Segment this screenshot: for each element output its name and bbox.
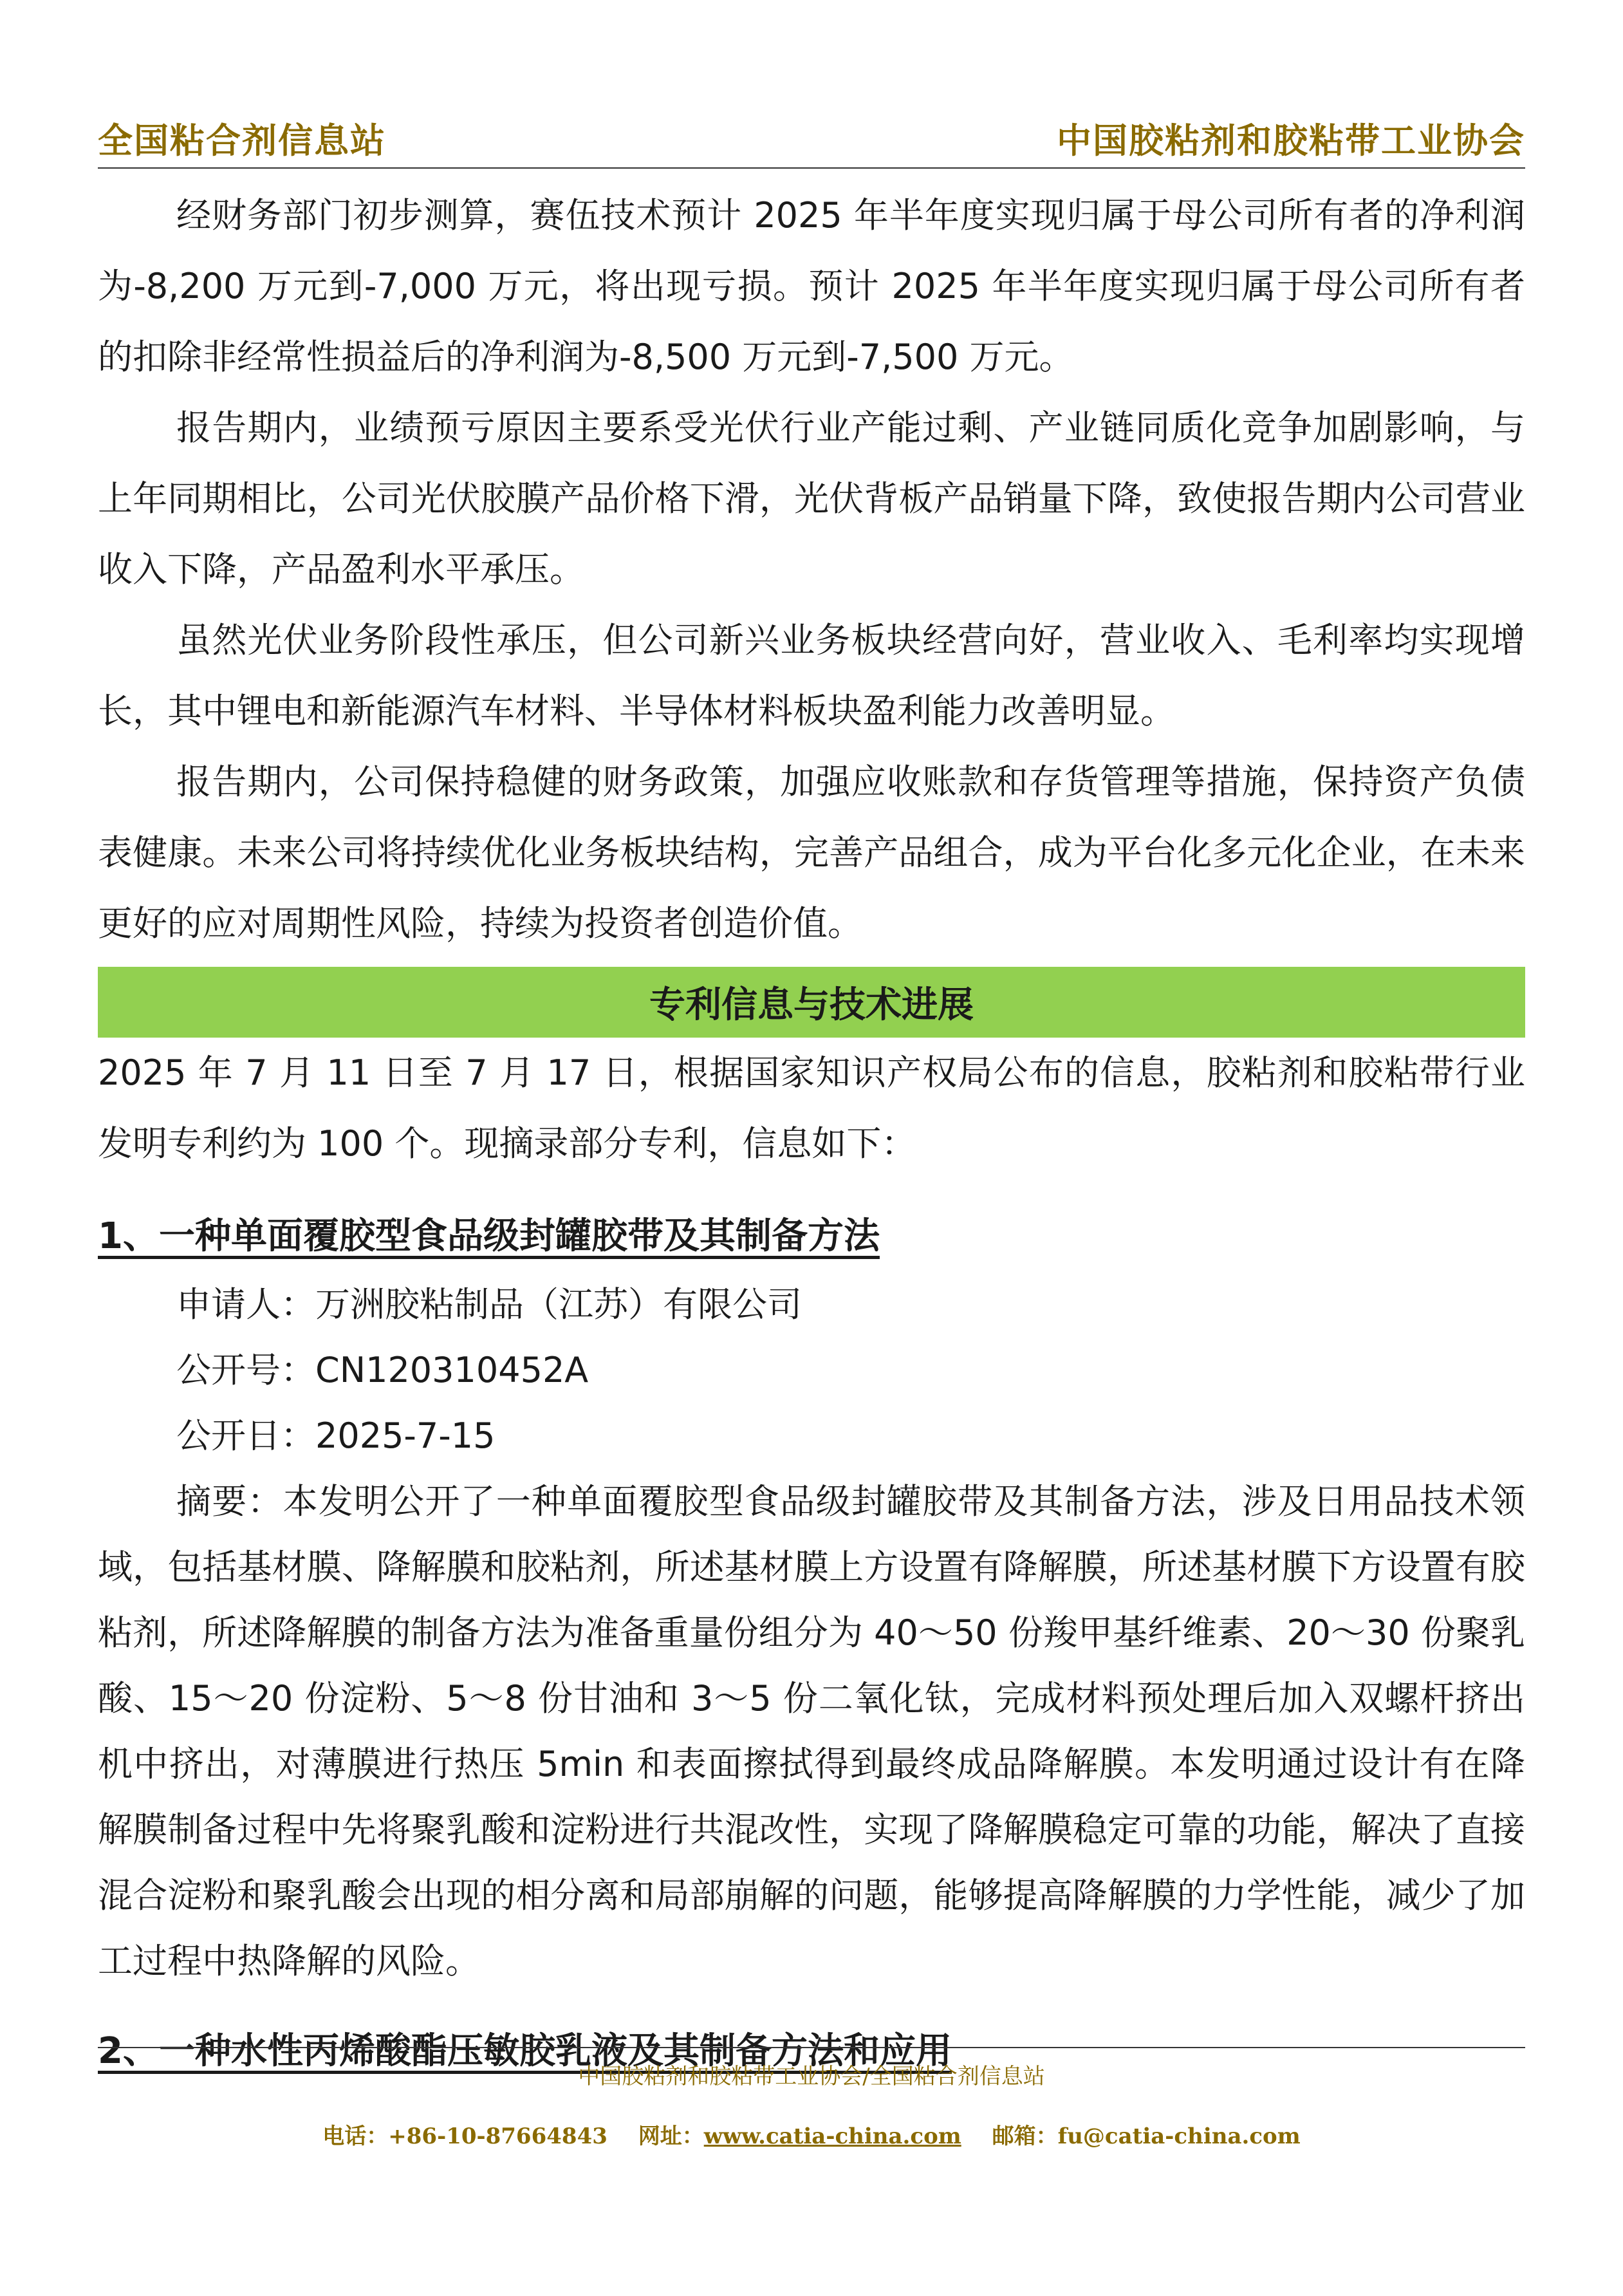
- footer-email: 邮箱：fu@catia-china.com: [992, 2123, 1301, 2149]
- paragraph: 经财务部门初步测算，赛伍技术预计 2025 年半年度实现归属于母公司所有者的净利润为-8,200 万元到-7,000 万元，将出现亏损。预计 2025 年半年度实现归属于母公司所有者的扣除非经常性损益后的净利润为-8,500 万元到-7,500 万元。: [98, 195, 1525, 377]
- patent-title: 2、一种水性丙烯酸酯压敏胶乳液及其制备方法和应用: [98, 2030, 952, 2072]
- website-link[interactable]: www.catia-china.com: [703, 2123, 961, 2149]
- patent-abstract: 摘要：本发明公开了一种单面覆胶型食品级封罐胶带及其制备方法，涉及日用品技术领域，包括基材膜、降解膜和胶粘剂，所述基材膜上方设置有降解膜，所述基材膜下方设置有胶粘剂，所述降解膜的制备方法为准备重量份组分为 40～50 份羧甲基纤维素、20～30 份聚乳酸、15～20 份淀粉、5～8 份甘油和 3～5 份二氧化钛，完成材料预处理后加入双螺杆挤出机中挤出，对薄膜进行热压 5min 和表面擦拭得到最终成品降解膜。本发明通过设计有在降解膜制备过程中先将聚乳酸和淀粉进行共混改性，实现了降解膜稳定可靠的功能，解决了直接混合淀粉和聚乳酸会出现的相分离和局部崩解的问题，能够提高降解膜的力学性能，减少了加工过程中热降解的风险。: [98, 1481, 1525, 1981]
- footer-phone: 电话：+86-10-87664843: [322, 2123, 607, 2149]
- section-heading: 专利信息与技术进展: [98, 967, 1525, 1038]
- footer-site-label: 网址：: [638, 2123, 704, 2149]
- patent-publication-number: 公开号：CN120310452A: [176, 1350, 589, 1390]
- page-footer: [98, 2047, 1525, 2150]
- footer-contact: [98, 2118, 1525, 2150]
- patent-applicant: 申请人：万洲胶粘制品（江苏）有限公司: [176, 1284, 802, 1325]
- paragraph: 虽然光伏业务阶段性承压，但公司新兴业务板块经营向好，营业收入、毛利率均实现增长，其中锂电和新能源汽车材料、半导体材料板块盈利能力改善明显。: [98, 620, 1525, 731]
- patent-publication-date: 公开日：2025-7-15: [176, 1415, 496, 1456]
- patent-title: 1、一种单面覆胶型食品级封罐胶带及其制备方法: [98, 1215, 880, 1257]
- page-content: [98, 180, 1525, 2087]
- header-left-title: 全国粘合剂信息站: [98, 120, 386, 161]
- footer-site-group: [638, 2123, 961, 2149]
- footer-org: 中国胶粘剂和胶粘带工业协会/全国粘合剂信息站: [578, 2064, 1045, 2089]
- section-intro: 2025 年 7 月 11 日至 7 月 17 日，根据国家知识产权局公布的信息，胶粘剂和胶粘带行业发明专利约为 100 个。现摘录部分专利，信息如下：: [98, 1052, 1525, 1164]
- header-right-title: 中国胶粘剂和胶粘带工业协会: [1057, 120, 1525, 161]
- paragraph: 报告期内，业绩预亏原因主要系受光伏行业产能过剩、产业链同质化竞争加剧影响，与上年同期相比，公司光伏胶膜产品价格下滑，光伏背板产品销量下降，致使报告期内公司营业收入下降，产品盈利水平承压。: [98, 407, 1525, 590]
- paragraph: 报告期内，公司保持稳健的财务政策，加强应收账款和存货管理等措施，保持资产负债表健康。未来公司将持续优化业务板块结构，完善产品组合，成为平台化多元化企业，在未来更好的应对周期性风险，持续为投资者创造价值。: [98, 761, 1525, 944]
- page-header: [98, 113, 1525, 169]
